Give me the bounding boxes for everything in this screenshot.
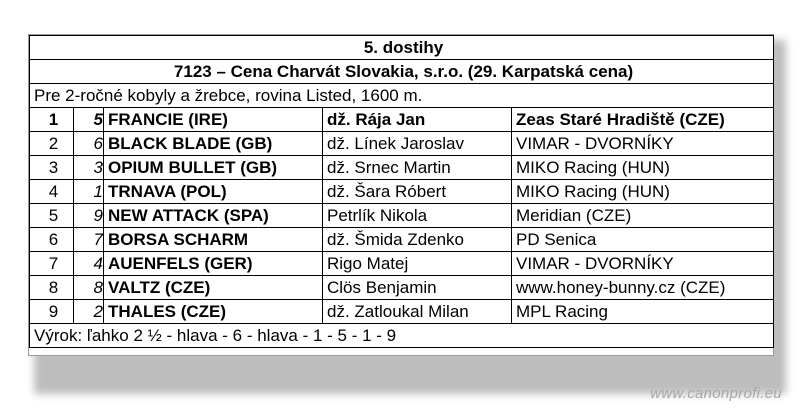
finish-position: 9 <box>30 300 74 324</box>
finish-position: 7 <box>30 252 74 276</box>
jockey-name: dž. Srnec Martin <box>323 156 512 180</box>
horse-name: OPIUM BULLET (GB) <box>104 156 323 180</box>
stable-name: VIMAR - DVORNÍKY <box>512 252 774 276</box>
stable-name: MPL Racing <box>512 300 774 324</box>
race-name: 7123 – Cena Charvát Slovakia, s.r.o. (29. Karpatská cena) <box>30 60 774 84</box>
finish-position: 8 <box>30 276 74 300</box>
saddle-number: 9 <box>74 204 104 228</box>
table-row <box>30 228 774 252</box>
stable-name: MIKO Racing (HUN) <box>512 180 774 204</box>
table-row <box>30 180 774 204</box>
horse-name: THALES (CZE) <box>104 300 323 324</box>
jockey-name: dž. Šara Róbert <box>323 180 512 204</box>
table-row <box>30 276 774 300</box>
saddle-number: 8 <box>74 276 104 300</box>
saddle-number: 7 <box>74 228 104 252</box>
saddle-number: 5 <box>74 108 104 132</box>
table-row <box>30 204 774 228</box>
horse-name: VALTZ (CZE) <box>104 276 323 300</box>
saddle-number: 2 <box>74 300 104 324</box>
table-row <box>30 132 774 156</box>
table-row <box>30 156 774 180</box>
stable-name: VIMAR - DVORNÍKY <box>512 132 774 156</box>
stable-name: Meridian (CZE) <box>512 204 774 228</box>
jockey-name: dž. Rája Jan <box>323 108 512 132</box>
race-title: 5. dostihy <box>30 36 774 60</box>
jockey-name: dž. Línek Jaroslav <box>323 132 512 156</box>
saddle-number: 1 <box>74 180 104 204</box>
jockey-name: Clös Benjamin <box>323 276 512 300</box>
table-row <box>30 300 774 324</box>
watermark: www.canonprofi.eu <box>650 385 782 402</box>
finish-position: 6 <box>30 228 74 252</box>
horse-name: BLACK BLADE (GB) <box>104 132 323 156</box>
finish-position: 4 <box>30 180 74 204</box>
horse-name: AUENFELS (GER) <box>104 252 323 276</box>
horse-name: FRANCIE (IRE) <box>104 108 323 132</box>
stable-name: MIKO Racing (HUN) <box>512 156 774 180</box>
jockey-name: Petrlík Nikola <box>323 204 512 228</box>
finish-position: 1 <box>30 108 74 132</box>
finish-position: 3 <box>30 156 74 180</box>
race-margins: Výrok: ľahko 2 ½ - hlava - 6 - hlava - 1 - 5 - 1 - 9 <box>30 324 774 348</box>
jockey-name: dž. Zatloukal Milan <box>323 300 512 324</box>
jockey-name: Rigo Matej <box>323 252 512 276</box>
horse-name: BORSA SCHARM <box>104 228 323 252</box>
stable-name: PD Senica <box>512 228 774 252</box>
saddle-number: 4 <box>74 252 104 276</box>
horse-name: TRNAVA (POL) <box>104 180 323 204</box>
saddle-number: 3 <box>74 156 104 180</box>
table-row <box>30 252 774 276</box>
finish-position: 2 <box>30 132 74 156</box>
table-row <box>30 108 774 132</box>
finish-position: 5 <box>30 204 74 228</box>
saddle-number: 6 <box>74 132 104 156</box>
results-table <box>29 35 774 348</box>
race-conditions: Pre 2-ročné kobyly a žrebce, rovina Listed, 1600 m. <box>30 84 774 108</box>
jockey-name: dž. Šmida Zdenko <box>323 228 512 252</box>
results-sheet <box>28 34 774 356</box>
horse-name: NEW ATTACK (SPA) <box>104 204 323 228</box>
stable-name: www.honey-bunny.cz (CZE) <box>512 276 774 300</box>
stable-name: Zeas Staré Hradiště (CZE) <box>512 108 774 132</box>
